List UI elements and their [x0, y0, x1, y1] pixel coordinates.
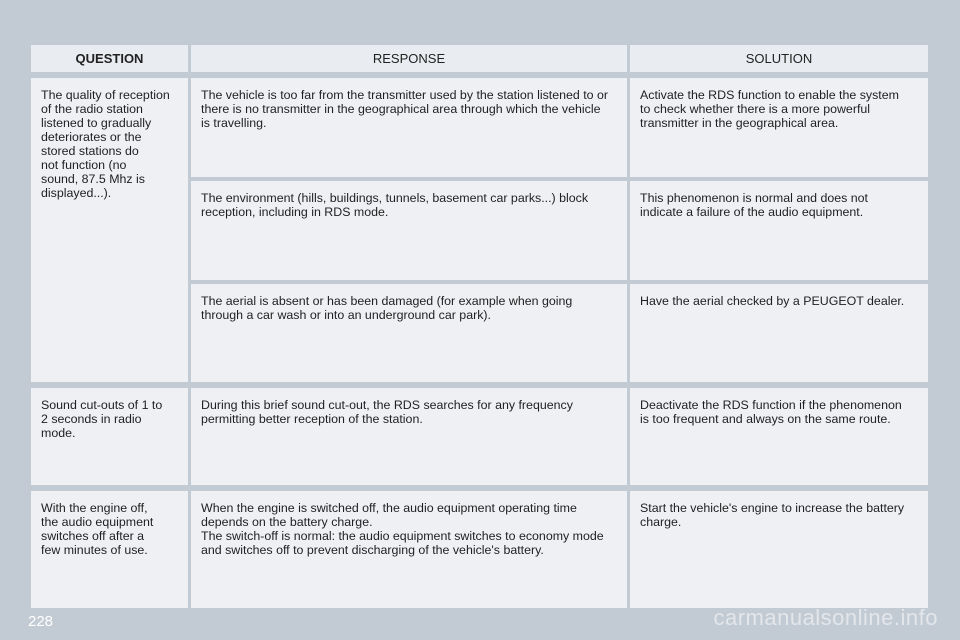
- watermark: carmanualsonline.info: [713, 605, 938, 630]
- response-too-far-from-transmitter: The vehicle is too far from the transmitter used by the station listened to or there is no transmitter in the geographical area through which the vehicle is travelling.: [191, 78, 627, 177]
- response-economy-mode: When the engine is switched off, the audio equipment operating time depends on the battery charge. The switch-off is normal: the audio equipment switches to economy mode and switches off to prevent discharging of the vehicle's battery.: [191, 491, 627, 608]
- header-solution: SOLUTION: [630, 45, 928, 72]
- page-number: 228: [28, 613, 54, 630]
- solution-phenomenon-normal: This phenomenon is normal and does not indicate a failure of the audio equipment.: [630, 181, 928, 280]
- question-sound-cut-outs: Sound cut-outs of 1 to 2 seconds in radio mode.: [31, 388, 188, 485]
- response-aerial-damaged: The aerial is absent or has been damaged (for example when going through a car wash or into an underground car park).: [191, 284, 627, 382]
- header-question: QUESTION: [31, 45, 188, 72]
- header-response: RESPONSE: [191, 45, 627, 72]
- solution-start-engine: Start the vehicle's engine to increase the battery charge.: [630, 491, 928, 608]
- question-reception-quality: The quality of reception of the radio station listened to gradually deteriorates or the stored stations do not function (no sound, 87.5 Mhz is displayed...).: [31, 78, 188, 382]
- response-environment-blocks-reception: The environment (hills, buildings, tunnels, basement car parks...) block reception, including in RDS mode.: [191, 181, 627, 280]
- response-rds-searching: During this brief sound cut-out, the RDS searches for any frequency permitting better reception of the station.: [191, 388, 627, 485]
- solution-activate-rds: Activate the RDS function to enable the system to check whether there is a more powerful transmitter in the geographical area.: [630, 78, 928, 177]
- solution-check-aerial: Have the aerial checked by a PEUGEOT dealer.: [630, 284, 928, 382]
- question-engine-off: With the engine off, the audio equipment switches off after a few minutes of use.: [31, 491, 188, 608]
- solution-deactivate-rds: Deactivate the RDS function if the phenomenon is too frequent and always on the same route.: [630, 388, 928, 485]
